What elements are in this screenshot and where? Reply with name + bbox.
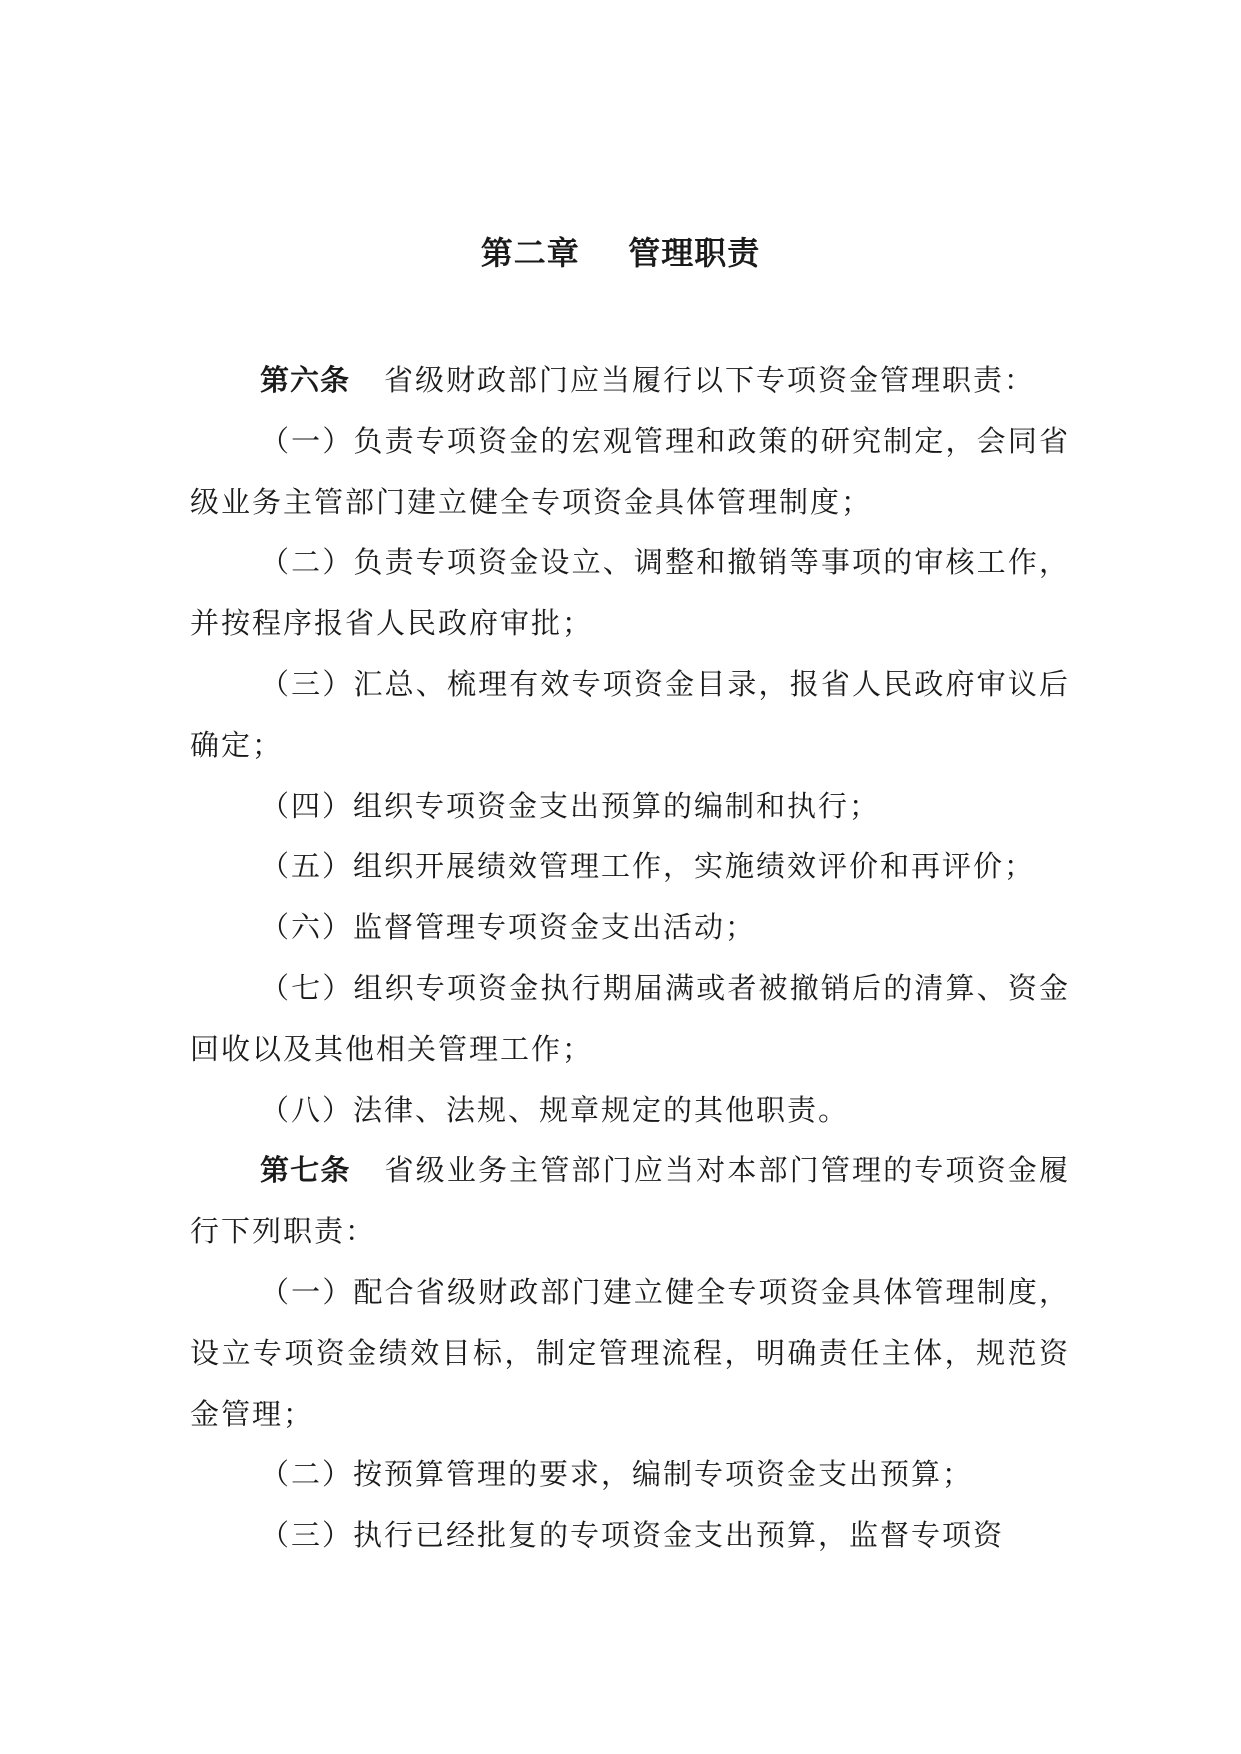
article-6-item-3: （三）汇总、梳理有效专项资金目录，报省人民政府审议后确定； [190, 666, 1070, 762]
article-6-item-4: （四）组织专项资金支出预算的编制和执行； [260, 788, 881, 823]
article-6-item-6: （六）监督管理专项资金支出活动； [260, 910, 757, 945]
article-6-item-8: （八）法律、法规、规章规定的其他职责。 [260, 1092, 850, 1127]
document-body [190, 350, 1070, 1566]
article-7-item-3: （三）执行已经批复的专项资金支出预算，监督专项资 [260, 1518, 1005, 1553]
article-7-intro-text: 省级业务主管部门应当对本部门管理的专项资金履行下列职责： [190, 1153, 1070, 1249]
article-6-item-1: （一）负责专项资金的宏观管理和政策的研究制定，会同省级业务主管部门建立健全专项资金具体管理制度； [190, 423, 1070, 519]
article-7-label: 第七条 [260, 1153, 351, 1188]
article-6-item-7: （七）组织专项资金执行期届满或者被撤销后的清算、资金回收以及其他相关管理工作； [190, 970, 1070, 1066]
article-7-intro [190, 1140, 1070, 1262]
article-6-item-2: （二）负责专项资金设立、调整和撤销等事项的审核工作，并按程序报省人民政府审批； [190, 545, 1070, 641]
article-6-label: 第六条 [260, 363, 351, 397]
article-6-intro-text: 省级财政部门应当履行以下专项资金管理职责： [384, 363, 1036, 397]
article-6-intro [190, 350, 1070, 411]
article-6-item-5: （五）组织开展绩效管理工作，实施绩效评价和再评价； [260, 849, 1036, 884]
article-7-item-1: （一）配合省级财政部门建立健全专项资金具体管理制度，设立专项资金绩效目标，制定管理流程，明确责任主体，规范资金管理； [190, 1274, 1070, 1431]
chapter-title: 第二章 管理职责 [480, 234, 761, 272]
article-7-item-2: （二）按预算管理的要求，编制专项资金支出预算； [260, 1457, 974, 1492]
